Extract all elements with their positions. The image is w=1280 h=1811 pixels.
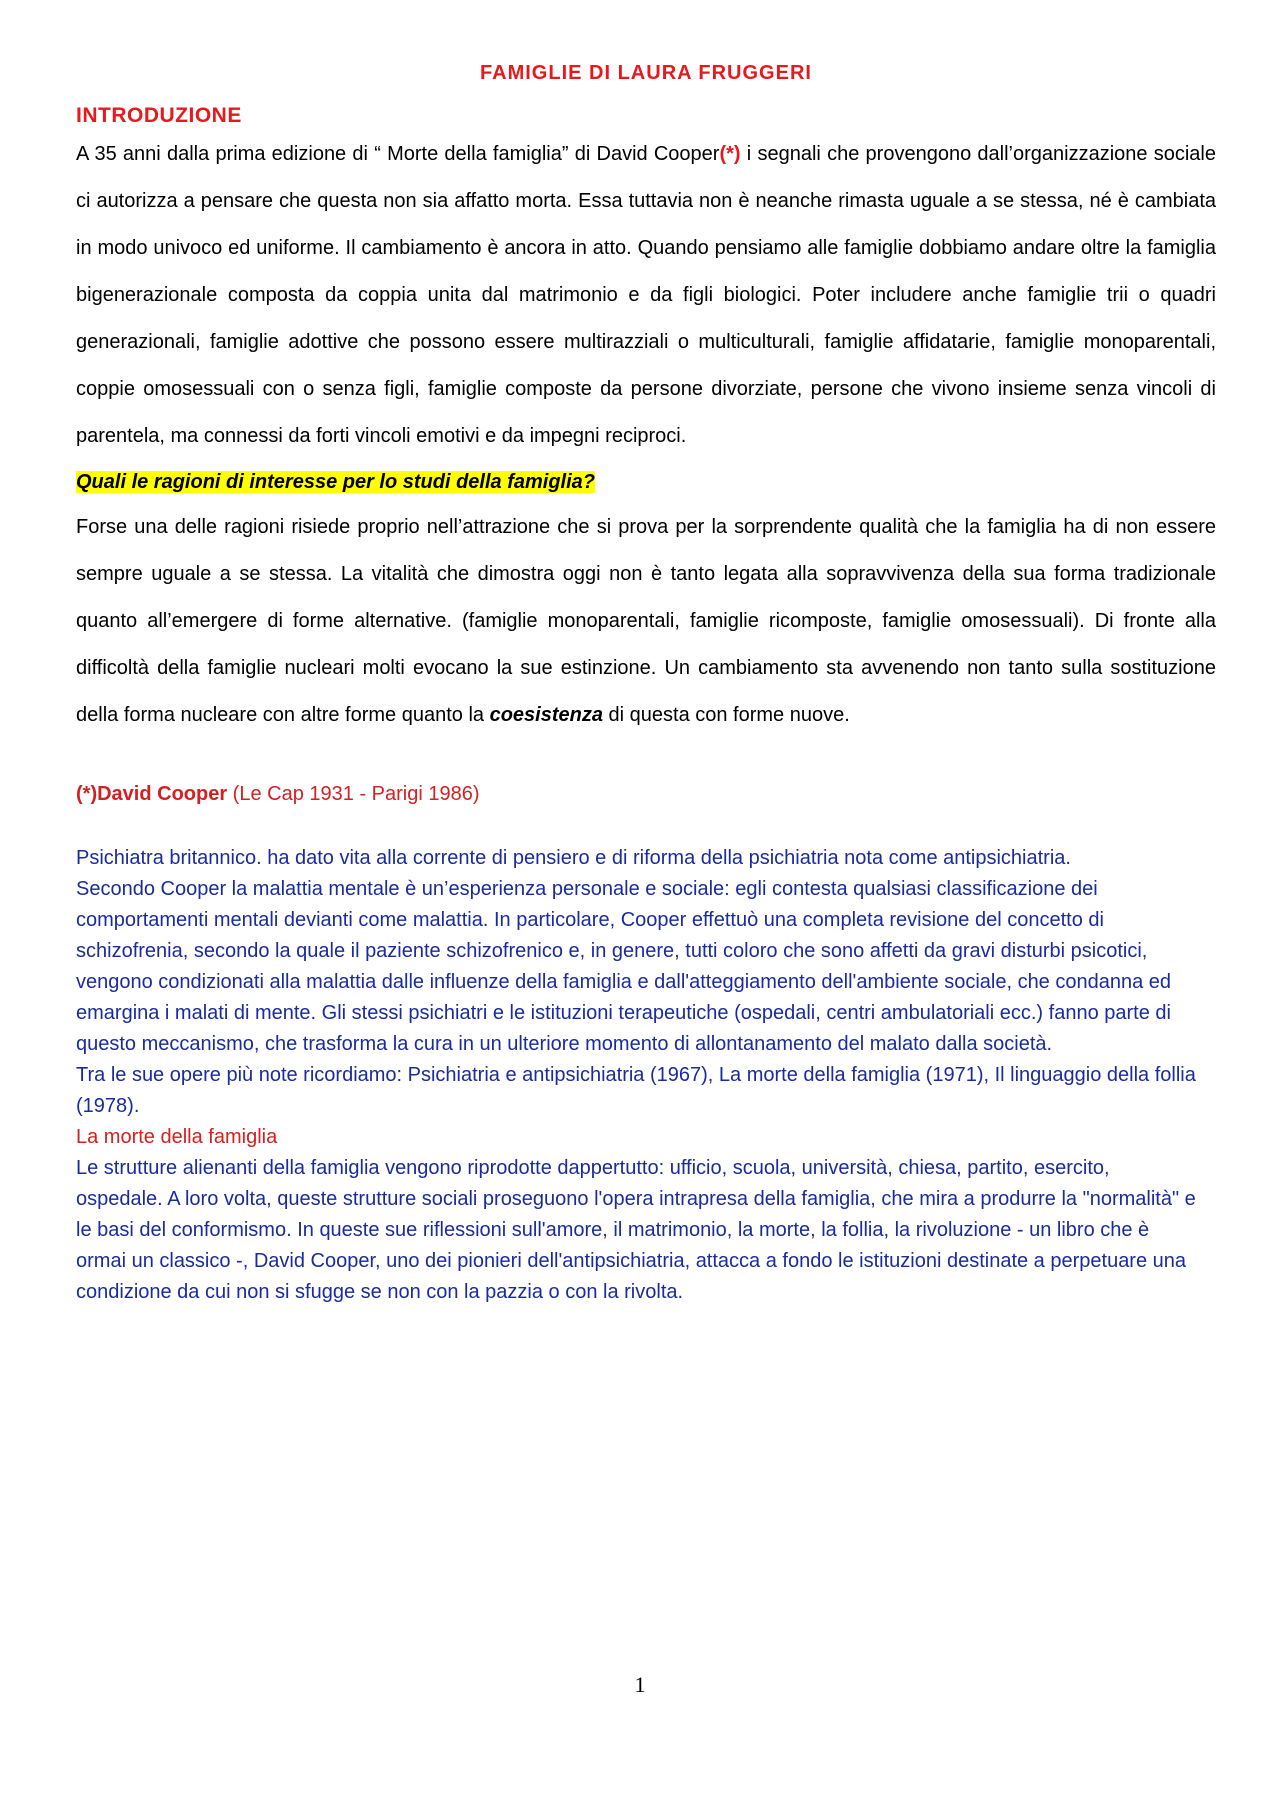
section-heading-introduzione: INTRODUZIONE xyxy=(76,104,242,127)
page-number: 1 xyxy=(634,1672,646,1697)
bio-paragraph-1: Psichiatra britannico. ha dato vita alla corrente di pensiero e di riforma della psichiatria nota come antipsichiatria. xyxy=(76,847,1071,869)
bio-subheading: La morte della famiglia xyxy=(76,1126,278,1148)
bio-paragraph-2: Secondo Cooper la malattia mentale è un’esperienza personale e sociale: egli contesta qualsiasi classificazione dei comportamenti mentali devianti come malattia. In particolare, Cooper effettuò una completa revisione del concetto di schizofrenia, secondo la quale il paziente schizofrenico e, in genere, tutti coloro che sono affetti da gravi disturbi psicotici, vengono condizionati alla malattia dalle influenze della famiglia e dall'atteggiamento dell'ambiente sociale, che condanna ed emargina i malati di mente. Gli stessi psichiatri e le istituzioni terapeutiche (ospedali, centri ambulatoriali ecc.) fanno parte di questo meccanismo, che trasforma la cura in un ulteriore momento di allontanamento del malato dalla società. xyxy=(76,878,1172,1055)
bio-paragraph-3: Tra le sue opere più note ricordiamo: Psichiatria e antipsichiatria (1967), La morte della famiglia (1971), Il linguaggio della follia (1978). xyxy=(76,1064,1196,1117)
biography-block xyxy=(76,843,1201,1308)
emphasized-word: coesistenza xyxy=(489,704,603,726)
intro-text-rest: i segnali che provengono dall’organizzazione sociale ci autorizza a pensare che questa non sia affatto morta. Essa tuttavia non è neanche rimasta uguale a se stessa, né è cambiata in modo univoco ed uniforme. Il cambiamento è ancora in atto. Quando pensiamo alle famiglie dobbiamo andare oltre la famiglia bigenerazionale composta da coppia unita dal matrimonio e da figli biologici. Poter includere anche famiglie trii o quadri generazionali, famiglie adottive che possono essere multirazziali o multiculturali, famiglie affidatarie, famiglie monoparentali, coppie omosessuali con o senza figli, famiglie composte da persone divorziate, persone che vivono insieme senza vincoli di parentela, ma connessi da forti vincoli emotivi e da impegni reciproci. xyxy=(76,143,1217,447)
intro-paragraph xyxy=(76,131,1216,460)
answer-text-start: Forse una delle ragioni risiede proprio nell’attrazione che si prova per la sorprendente qualità che la famiglia ha di non essere sempre uguale a se stessa. La vitalità che dimostra oggi non è tanto legata alla sopravvivenza della sua forma tradizionale quanto all’emergere di forme alternative. (famiglie monoparentali, famiglie ricomposte, famiglie omosessuali). Di fronte alla difficoltà della famiglie nucleari molti evocano la sue estinzione. Un cambiamento sta avvenendo non tanto sulla sostituzione della forma nucleare con altre forme quanto la xyxy=(76,516,1216,726)
intro-text-start: A 35 anni dalla prima edizione di “ Morte della famiglia” di David Cooper xyxy=(76,143,720,165)
footnote-reference: (*) xyxy=(719,143,741,165)
document-page xyxy=(76,58,1216,1308)
highlighted-question xyxy=(76,464,1216,500)
document-title: FAMIGLIE DI LAURA FRUGGERI xyxy=(480,62,812,84)
footnote-label: (*)David Cooper xyxy=(76,783,228,805)
question-text: Quali le ragioni di interesse per lo studi della famiglia? xyxy=(76,471,596,493)
footnote-heading xyxy=(76,779,1216,809)
bio-paragraph-4: Le strutture alienanti della famiglia vengono riprodotte dappertutto: ufficio, scuola, università, chiesa, partito, esercito, ospedale. A loro volta, queste strutture sociali proseguono l'opera intrapresa della famiglia, che mira a produrre la "normalità" e le basi del conformismo. In queste sue riflessioni sull'amore, il matrimonio, la morte, la follia, la rivoluzione - un libro che è ormai un classico -, David Cooper, uno dei pionieri dell'antipsichiatria, attacca a fondo le istituzioni destinate a perpetuare una condizione da cui non si sfugge se non con la pazzia o con la rivolta. xyxy=(76,1157,1196,1303)
answer-text-end: di questa con forme nuove. xyxy=(602,704,850,726)
answer-paragraph xyxy=(76,504,1216,739)
footnote-dates: (Le Cap 1931 - Parigi 1986) xyxy=(227,783,480,805)
